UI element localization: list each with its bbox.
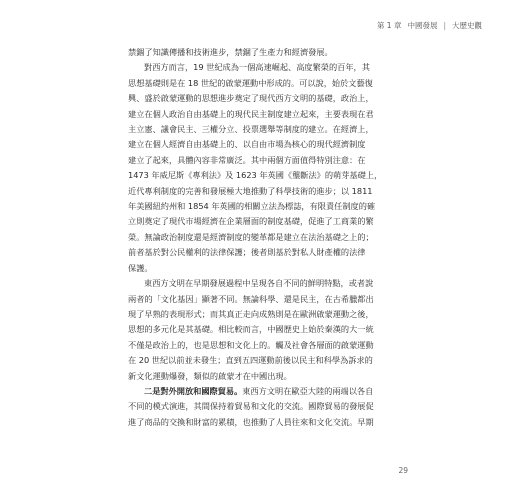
paragraph [128,384,393,430]
chapter-title: 中國發展 [407,21,438,30]
paragraph [128,60,393,276]
text-line: 在 20 世紀以前並未發生；直到五四運動前後以民主和科學為訴求的 [128,355,373,366]
page-body [128,45,393,430]
line-rest: 東西方文明在歐亞大陸的兩端以各自 [242,385,374,396]
text-line: 對西方而言，19 世紀成為一個高速崛起、高度繁榮的百年，其 [144,62,370,73]
text-line: 建立在個人政治自由基礎上的現代民主制度建立起來，主要表現在君 [128,108,374,119]
paragraph [128,276,393,384]
text-line: 1473 年威尼斯《專利法》及 1623 年英國《壟斷法》的萌芽基礎上， [128,170,383,181]
text-line: 東西方文明在早期發展過程中呈現各自不同的鮮明特點，或者說 [144,278,374,289]
text-line: 思想基礎則是在 18 世紀的啟蒙運動中形成的。可以說，始於文藝復 [128,77,373,88]
text-line: 兩者的「文化基因」顯著不同。無論科學、還是民主，在古希臘都出 [128,293,374,304]
page-number: 29 [398,466,408,475]
text-line: 年美國紐約州和 1854 年英國的相關立法為標誌，有限責任制度的確 [128,201,376,212]
text-line: 不僅是政治上的，也是思想和文化上的。觸及社會各層面的啟蒙運動 [128,339,374,350]
text-line: 禁錮了知識傳播和技術進步，禁錮了生產力和經濟發展。 [128,47,333,57]
text-line: 興、盛於啟蒙運動的思想進步奠定了現代西方文明的基礎，政治上， [128,93,374,104]
text-line: 不同的模式演進，其間保持着貿易和文化的交流。國際貿易的發展促 [128,401,374,412]
text-line: 主立憲、議會民主、三權分立、投票選舉等制度的建立。在經濟上， [128,124,374,135]
bold-lead: 二是對外開放和國際貿易。 [144,385,243,396]
text-line [128,384,393,399]
text-line: 思想的多元化是其基礎。相比較而言，中國歷史上始於秦漢的大一統 [128,324,374,335]
text-line: 進了商品的交換和財富的累積，也推動了人員往來和文化交流。早期 [128,416,374,427]
text-line: 建立了起來，具體內容非常廣泛。其中兩個方面值得特別注意：在 [128,154,366,165]
chapter-label: 第 1 章 [376,21,402,30]
paragraph [128,45,393,60]
header-separator: | [443,21,446,30]
running-header [377,20,482,31]
text-line: 榮。無論政治制度還是經濟制度的變革都是建立在法治基礎之上的； [128,231,374,242]
text-line: 近代專利制度的完善和發展極大地推動了科學技術的進步；以 1811 [128,185,373,196]
text-line: 建立在個人經濟自由基礎上的、以自由市場為核心的現代經濟制度 [128,139,366,150]
chapter-subtitle: 大歷史觀 [452,21,482,30]
text-line: 前者基於對公民權利的法律保護；後者則基於對私人財產權的法律 [128,247,366,258]
text-line: 保護。 [128,262,153,273]
text-line: 立則奠定了現代市場經濟在企業層面的制度基礎，促進了工商業的繁 [128,216,374,227]
text-line: 新文化運動爆發，類似的啟蒙才在中國出現。 [128,370,292,381]
text-line: 現了早熟的表現形式；而其真正走向成熟則是在歐洲啟蒙運動之後， [128,308,374,319]
